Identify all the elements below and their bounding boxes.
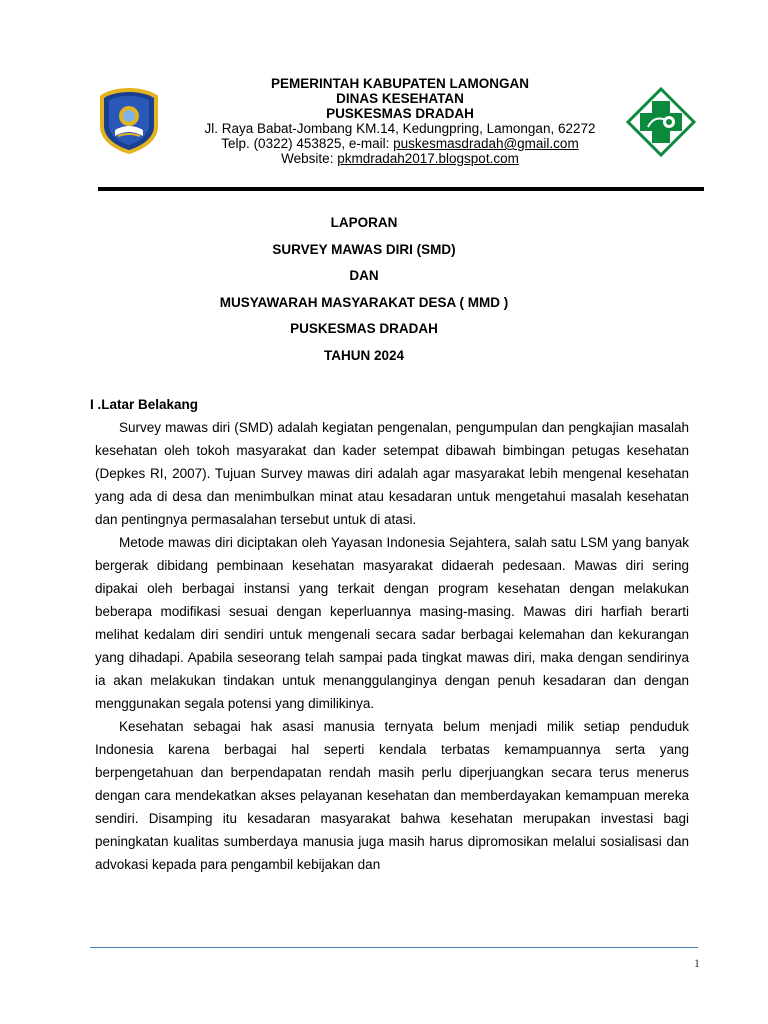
letterhead-government: PEMERINTAH KABUPATEN LAMONGAN — [271, 76, 529, 91]
website-link[interactable]: pkmdradah2017.blogspot.com — [337, 151, 519, 166]
section-body — [95, 416, 689, 876]
letterhead-institution: PUSKESMAS DRADAH — [326, 106, 474, 121]
body-paragraph: Survey mawas diri (SMD) adalah kegiatan pengenalan, pengumpulan dan pengkajian masalah kesehatan oleh tokoh masyarakat dan kader setempat dibawah bimbingan petugas kesehatan (Depkes RI, 2007). Tujuan Survey mawas diri adalah agar masyarakat lebih mengenal kesehatan yang ada di desa dan menimbulkan minat atau kesadaran untuk mengetahui masalah kesehatan dan pentingnya permasalahan tersebut untuk di atasi. — [95, 420, 689, 527]
letterhead-website — [170, 151, 630, 166]
body-paragraph: Metode mawas diri diciptakan oleh Yayasan Indonesia Sejahtera, salah satu LSM yang banyak bergerak dibidang pembinaan kesehatan masyarakat didaerah pedesaan. Mawas diri sering dipakai oleh berbagai instansi yang terkait dengan program kesehatan dengan melakukan beberapa modifikasi sesuai dengan keperluannya masing-masing. Mawas diri harfiah berarti melihat kedalam diri sendiri untuk mengenali secara sadar berbagai kelemahan dan kekurangan yang dihadapi. Apabila seseorang telah sampai pada tingkat mawas diri, maka dengan sendirinya ia akan melakukan tindakan untuk menanggulanginya dengan penuh kesadaran dan dengan menggunakan segala potensi yang dimilikinya. — [95, 535, 689, 711]
section-heading: I .Latar Belakang — [90, 397, 199, 412]
body-paragraph: Kesehatan sebagai hak asasi manusia ternyata belum menjadi milik setiap penduduk Indonesia karena berbagai hal seperti kendala terbatas kemampuannya serta yang berpengetahuan dan berpendapatan rendah masih perlu diperjuangkan secara terus menerus dengan cara mendekatkan akses pelayanan kesehatan dan memberdayakan kemampuan mereka sendiri. Disamping itu kesadaran masyarakat bahwa kesehatan merupakan investasi bagi peningkatan kualitas sumberdaya manusia juga masih harus dipromosikan melalui sosialisasi dan advokasi kepada para pengambil kebijakan dan — [95, 719, 689, 872]
title-line: DAN — [349, 268, 379, 283]
website-label: Website: — [281, 151, 338, 166]
footer-divider — [90, 947, 698, 948]
letterhead — [170, 76, 630, 166]
title-line: LAPORAN — [330, 215, 398, 230]
letterhead-contact — [170, 136, 630, 151]
letterhead-address: Jl. Raya Babat-Jombang KM.14, Kedungpring, Lamongan, 62272 — [204, 121, 596, 136]
puskesmas-green-cross-icon — [626, 87, 696, 157]
letterhead-divider — [98, 187, 704, 191]
lamongan-regency-emblem-icon — [98, 86, 160, 156]
email-link[interactable]: puskesmasdradah@gmail.com — [393, 136, 579, 151]
letterhead-department: DINAS KESEHATAN — [336, 91, 464, 106]
title-line: PUSKESMAS DRADAH — [290, 321, 438, 336]
page-number: 1 — [694, 956, 700, 970]
report-title — [90, 214, 638, 373]
title-line: SURVEY MAWAS DIRI (SMD) — [272, 241, 456, 257]
phone-label: Telp. (0322) 453825, e-mail: — [221, 136, 394, 151]
title-line: TAHUN 2024 — [323, 347, 405, 363]
title-line: MUSYAWARAH MASYARAKAT DESA ( MMD ) — [219, 294, 509, 310]
